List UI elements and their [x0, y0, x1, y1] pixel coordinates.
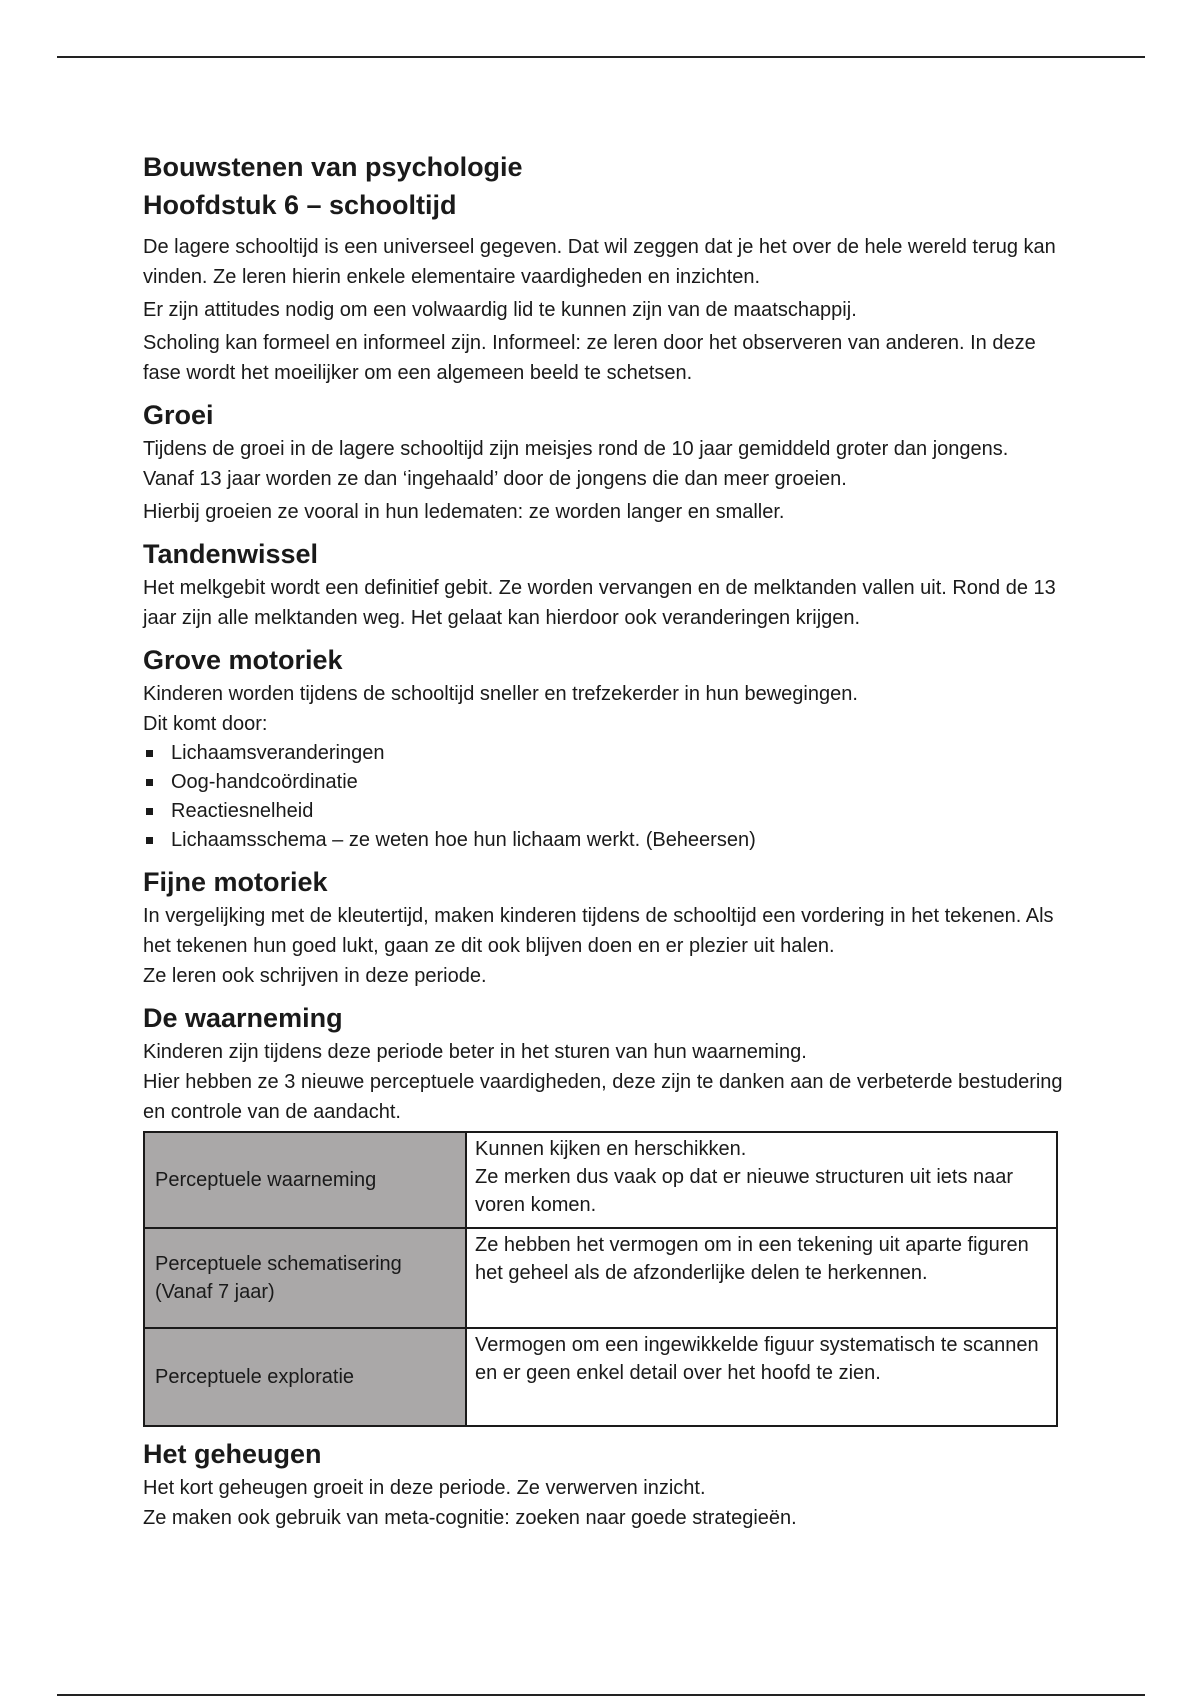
top-rule [57, 56, 1145, 58]
list-item: Oog-handcoördinatie [143, 768, 1063, 797]
section-heading-waarneming: De waarneming [143, 1003, 343, 1033]
section-heading-geheugen: Het geheugen [143, 1439, 322, 1469]
term-text: (Vanaf 7 jaar) [155, 1281, 275, 1303]
description-text: Vermogen om een ingewikkelde figuur systematisch te scannen en er geen enkel detail over het hoofd te zien. [475, 1334, 1039, 1384]
term-text: Perceptuele waarneming [155, 1169, 377, 1191]
term-text: Perceptuele exploratie [155, 1366, 355, 1388]
table-cell-description [466, 1228, 1057, 1328]
intro-paragraph: Scholing kan formeel en informeel zijn. Informeel: ze leren door het observeren van anderen. In deze fase wordt het moeilijker om een algemeen beeld te schetsen. [143, 332, 1036, 384]
table-cell-description [466, 1132, 1057, 1228]
section-heading-fijne-motoriek: Fijne motoriek [143, 867, 328, 897]
grove-bullet-list [143, 739, 1063, 855]
groei-paragraph: Tijdens de groei in de lagere schooltijd zijn meisjes rond de 10 jaar gemiddeld groter dan jongens. Vanaf 13 jaar worden ze dan ‘ingehaald’ door de jongens die dan meer groeien. [143, 438, 1009, 490]
list-item: Lichaamsveranderingen [143, 739, 1063, 768]
table-row [144, 1132, 1057, 1228]
document-title: Bouwstenen van psychologie [143, 152, 523, 182]
tandenwissel-paragraph: Het melkgebit wordt een definitief gebit. Ze worden vervangen en de melktanden vallen uit. Rond de 13 jaar zijn alle melktanden weg. Het gelaat kan hierdoor ook veranderingen krijgen. [143, 577, 1056, 629]
list-item: Reactiesnelheid [143, 797, 1063, 826]
table-cell-term [144, 1132, 466, 1228]
fijne-paragraph: Ze leren ook schrijven in deze periode. [143, 965, 487, 987]
section-heading-grove-motoriek: Grove motoriek [143, 645, 343, 675]
list-item: Lichaamsschema – ze weten hoe hun lichaam werkt. (Beheersen) [143, 826, 1063, 855]
grove-paragraph: Dit komt door: [143, 713, 268, 735]
description-text: Ze merken dus vaak op dat er nieuwe structuren uit iets naar voren komen. [475, 1166, 1014, 1216]
grove-paragraph: Kinderen worden tijdens de schooltijd sneller en trefzekerder in hun bewegingen. [143, 683, 858, 705]
description-text: Ze hebben het vermogen om in een tekening uit aparte figuren het geheel als de afzonderlijke delen te herkennen. [475, 1234, 1029, 1284]
chapter-title: Hoofdstuk 6 – schooltijd [143, 190, 457, 220]
geheugen-paragraph: Het kort geheugen groeit in deze periode. Ze verwerven inzicht. [143, 1477, 706, 1499]
bottom-rule [57, 1694, 1145, 1696]
document-body [143, 148, 1063, 1533]
table-cell-term [144, 1328, 466, 1426]
intro-paragraph: Er zijn attitudes nodig om een volwaardig lid te kunnen zijn van de maatschappij. [143, 299, 857, 321]
fijne-paragraph: In vergelijking met de kleutertijd, maken kinderen tijdens de schooltijd een vordering in het tekenen. Als het tekenen hun goed lukt, gaan ze dit ook blijven doen en er plezier uit halen. [143, 905, 1054, 957]
table-row [144, 1228, 1057, 1328]
table-cell-term [144, 1228, 466, 1328]
table-cell-description [466, 1328, 1057, 1426]
geheugen-paragraph: Ze maken ook gebruik van meta-cognitie: zoeken naar goede strategieën. [143, 1507, 797, 1529]
intro-paragraph: De lagere schooltijd is een universeel gegeven. Dat wil zeggen dat je het over de hele wereld terug kan vinden. Ze leren hierin enkele elementaire vaardigheden en inzichten. [143, 236, 1056, 288]
waarneming-paragraph: Hier hebben ze 3 nieuwe perceptuele vaardigheden, deze zijn te danken aan de verbeterde bestudering en controle van de aandacht. [143, 1071, 1063, 1123]
section-heading-groei: Groei [143, 400, 214, 430]
perceptual-skills-table [143, 1131, 1058, 1427]
groei-paragraph: Hierbij groeien ze vooral in hun ledematen: ze worden langer en smaller. [143, 501, 785, 523]
section-heading-tandenwissel: Tandenwissel [143, 539, 319, 569]
description-text: Kunnen kijken en herschikken. [475, 1138, 747, 1160]
term-text: Perceptuele schematisering [155, 1253, 402, 1275]
waarneming-paragraph: Kinderen zijn tijdens deze periode beter in het sturen van hun waarneming. [143, 1041, 807, 1063]
table-row [144, 1328, 1057, 1426]
